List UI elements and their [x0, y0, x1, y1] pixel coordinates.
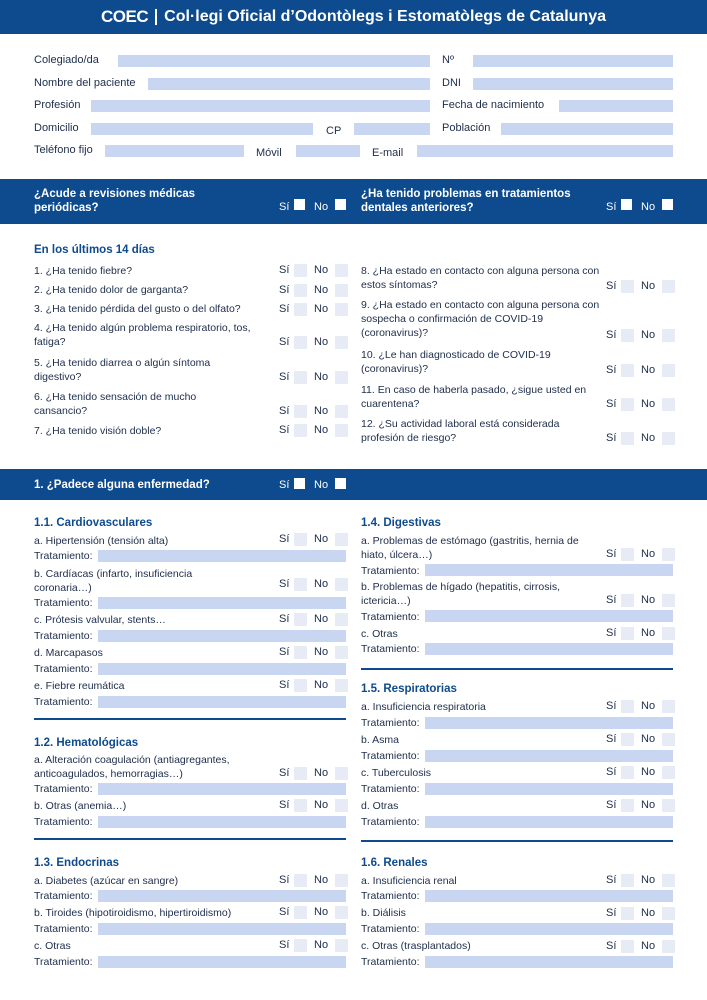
tratamiento-label: Tratamiento: — [34, 956, 93, 968]
yes-checkbox[interactable] — [294, 939, 307, 952]
dni-label: DNI — [442, 77, 461, 89]
no-label: No — [641, 627, 656, 639]
tratamiento-label: Tratamiento: — [34, 597, 93, 609]
no-label: No — [314, 646, 329, 658]
yes-checkbox[interactable] — [294, 906, 307, 919]
covid-question: 1. ¿Ha tenido fiebre? — [34, 265, 133, 277]
yes-label: Sí — [279, 371, 290, 383]
condition-label: a. Insuficiencia respiratoria — [361, 701, 486, 713]
tratamiento-field[interactable] — [425, 610, 673, 622]
yes-label: Sí — [279, 284, 290, 296]
condition-label: a. Diabetes (azúcar en sangre) — [34, 875, 179, 887]
no-checkbox[interactable] — [662, 766, 675, 779]
no-checkbox[interactable] — [335, 405, 348, 418]
email-field[interactable] — [417, 145, 673, 157]
yes-label: Sí — [279, 405, 290, 417]
yes-label: Sí — [279, 679, 290, 691]
no-label: No — [314, 303, 329, 315]
no-checkbox[interactable] — [335, 303, 348, 316]
covid-question: 10. ¿Le han diagnosticado de COVID-19 (coronavirus)? — [361, 349, 551, 375]
condition-label: b. Tiroides (hipotiroidismo, hipertiroidismo) — [34, 907, 232, 919]
yes-label: Sí — [279, 906, 290, 918]
yes-label: Sí — [279, 533, 290, 545]
no-label: No — [641, 594, 656, 606]
no-label: No — [641, 733, 656, 745]
no-label: No — [314, 679, 329, 691]
yes-checkbox[interactable] — [621, 733, 634, 746]
domicilio-field[interactable] — [91, 123, 313, 135]
covid-question: 5. ¿Ha tenido diarrea o algún síntoma digestivo? — [34, 357, 211, 383]
no-checkbox[interactable] — [662, 733, 675, 746]
tratamiento-label: Tratamiento: — [34, 923, 93, 935]
tratamiento-field[interactable] — [425, 816, 673, 828]
no-checkbox[interactable] — [662, 594, 675, 607]
condition-label: a. Insuficiencia renal — [361, 875, 457, 887]
yes-checkbox[interactable] — [294, 799, 307, 812]
condition-label: b. Otras (anemia…) — [34, 800, 127, 812]
tratamiento-label: Tratamiento: — [34, 696, 93, 708]
no-checkbox[interactable] — [335, 578, 348, 591]
tratamiento-label: Tratamiento: — [361, 923, 420, 935]
section-title: 1.4. Digestivas — [361, 517, 441, 529]
condition-label: b. Cardíacas (infarto, insuficiencia coronaria…) — [34, 568, 193, 594]
enfermedad-question: 1. ¿Padece alguna enfermedad? — [34, 479, 210, 491]
yes-label: Sí — [279, 424, 290, 436]
no-checkbox[interactable] — [335, 424, 348, 437]
no-label: No — [641, 364, 656, 376]
yes-checkbox[interactable] — [294, 284, 307, 297]
tratamiento-field[interactable] — [425, 717, 673, 729]
condition-label: a. Problemas de estómago (gastritis, hernia de hiato, úlcera…) — [361, 535, 579, 561]
yes-label: Sí — [606, 627, 617, 639]
covid-question: 3. ¿Ha tenido pérdida del gusto o del olfato? — [34, 303, 241, 315]
no-label: No — [314, 533, 329, 545]
covid-question: 7. ¿Ha tenido visión doble? — [34, 425, 162, 437]
tratamiento-label: Tratamiento: — [34, 550, 93, 562]
tratamiento-field[interactable] — [98, 663, 346, 675]
no-checkbox[interactable] — [335, 264, 348, 277]
condition-label: b. Problemas de hígado (hepatitis, cirrosis, ictericia…) — [361, 581, 561, 607]
nacimiento-field[interactable] — [559, 100, 673, 112]
section-title: 1.1. Cardiovasculares — [34, 517, 153, 529]
enfermedad-yes-checkbox[interactable] — [294, 478, 305, 489]
yes-label: Sí — [279, 874, 290, 886]
yes-checkbox[interactable] — [621, 364, 634, 377]
profesion-field[interactable] — [91, 100, 430, 112]
yes-checkbox[interactable] — [621, 280, 634, 293]
no-checkbox[interactable] — [662, 907, 675, 920]
no-checkbox[interactable] — [662, 432, 675, 445]
no-label: No — [314, 405, 329, 417]
header-title: Col·legi Oficial d’Odontòlegs i Estomatòlegs de Catalunya — [164, 8, 606, 25]
yes-label: Sí — [279, 336, 290, 348]
no-label: No — [314, 336, 329, 348]
no-checkbox[interactable] — [335, 874, 348, 887]
covid-question: 4. ¿Ha tenido algún problema respiratorio, tos, fatiga? — [34, 322, 251, 348]
tratamiento-label: Tratamiento: — [361, 783, 420, 795]
no-checkbox[interactable] — [662, 700, 675, 713]
yes-label: Sí — [606, 940, 617, 952]
tratamiento-field[interactable] — [98, 923, 346, 935]
no-label: No — [641, 907, 656, 919]
no-label: No — [314, 264, 329, 276]
no-checkbox[interactable] — [335, 679, 348, 692]
no-label: No — [314, 284, 329, 296]
yes-checkbox[interactable] — [294, 646, 307, 659]
yes-checkbox[interactable] — [621, 940, 634, 953]
condition-label: d. Otras — [361, 800, 399, 812]
cp-label: CP — [326, 125, 342, 137]
condition-label: c. Otras (trasplantados) — [361, 940, 471, 952]
no-label: No — [641, 432, 656, 444]
yes-checkbox[interactable] — [294, 679, 307, 692]
yes-label: Sí — [606, 398, 617, 410]
no-label: No — [641, 766, 656, 778]
yes-label: Sí — [279, 646, 290, 658]
yes-checkbox[interactable] — [621, 627, 634, 640]
tratamiento-label: Tratamiento: — [34, 816, 93, 828]
tratamiento-field[interactable] — [425, 750, 673, 762]
condition-label: b. Diálisis — [361, 907, 406, 919]
tratamiento-label: Tratamiento: — [361, 717, 420, 729]
yes-checkbox[interactable] — [621, 548, 634, 561]
revisiones-question: ¿Acude a revisiones médicas periódicas? — [34, 188, 196, 214]
yes-label: Sí — [606, 432, 617, 444]
revisiones-yes-checkbox[interactable] — [294, 199, 305, 210]
no-checkbox[interactable] — [662, 280, 675, 293]
yes-label: Sí — [279, 303, 290, 315]
no-checkbox[interactable] — [335, 906, 348, 919]
condition-label: c. Otras — [361, 628, 398, 640]
yes-checkbox[interactable] — [621, 329, 634, 342]
section-divider — [361, 840, 673, 842]
no-checkbox[interactable] — [662, 548, 675, 561]
tratamiento-field[interactable] — [425, 890, 673, 902]
yes-checkbox[interactable] — [294, 264, 307, 277]
yes-label: Sí — [606, 733, 617, 745]
condition-label: e. Fiebre reumática — [34, 680, 125, 692]
covid-question: 6. ¿Ha tenido sensación de mucho cansancio? — [34, 391, 197, 417]
colegiado-field[interactable] — [118, 55, 430, 67]
header-bar — [0, 0, 707, 34]
tratamiento-label: Tratamiento: — [361, 956, 420, 968]
yes-checkbox[interactable] — [621, 766, 634, 779]
yes-checkbox[interactable] — [621, 799, 634, 812]
yes-label: Sí — [279, 767, 290, 779]
poblacion-field[interactable] — [501, 123, 673, 135]
no-label: No — [641, 398, 656, 410]
no-label: No — [641, 548, 656, 560]
tratamiento-field[interactable] — [98, 783, 346, 795]
no-label: No — [641, 201, 656, 213]
poblacion-label: Población — [442, 122, 491, 134]
no-label: No — [314, 479, 329, 491]
yes-label: Sí — [606, 548, 617, 560]
covid-question: 8. ¿Ha estado en contacto con alguna persona con estos síntomas? — [361, 265, 600, 291]
profesion-label: Profesión — [34, 99, 81, 111]
yes-checkbox[interactable] — [294, 424, 307, 437]
tratamiento-label: Tratamiento: — [361, 890, 420, 902]
yes-label: Sí — [606, 201, 617, 213]
no-checkbox[interactable] — [662, 627, 675, 640]
yes-checkbox[interactable] — [621, 594, 634, 607]
domicilio-label: Domicilio — [34, 122, 79, 134]
section-divider — [34, 718, 346, 720]
tratamiento-label: Tratamiento: — [361, 565, 420, 577]
condition-label: b. Asma — [361, 734, 399, 746]
movil-field[interactable] — [296, 145, 360, 157]
yes-label: Sí — [606, 700, 617, 712]
yes-label: Sí — [606, 907, 617, 919]
yes-label: Sí — [606, 799, 617, 811]
no-label: No — [641, 874, 656, 886]
no-label: No — [641, 700, 656, 712]
section-divider — [34, 838, 346, 840]
no-label: No — [314, 906, 329, 918]
email-label: E-mail — [372, 147, 404, 159]
tratamiento-label: Tratamiento: — [361, 611, 420, 623]
tratamiento-field[interactable] — [425, 564, 673, 576]
tratamiento-field[interactable] — [98, 696, 346, 708]
no-label: No — [641, 329, 656, 341]
section-title: 1.2. Hematológicas — [34, 737, 139, 749]
yes-checkbox[interactable] — [621, 398, 634, 411]
yes-checkbox[interactable] — [294, 405, 307, 418]
yes-label: Sí — [279, 799, 290, 811]
yes-checkbox[interactable] — [294, 874, 307, 887]
condition-label: a. Alteración coagulación (antiagregantes, anticoagulados, hemorragias…) — [34, 754, 230, 780]
yes-label: Sí — [279, 479, 290, 491]
covid-question: 12. ¿Su actividad laboral está considerada profesión de riesgo? — [361, 418, 560, 444]
nacimiento-label: Fecha de nacimiento — [442, 99, 545, 111]
condition-label: c. Tuberculosis — [361, 767, 432, 779]
telefono-field[interactable] — [105, 145, 244, 157]
no-checkbox[interactable] — [335, 646, 348, 659]
yes-label: Sí — [606, 364, 617, 376]
dni-field[interactable] — [473, 78, 673, 90]
yes-checkbox[interactable] — [621, 432, 634, 445]
no-checkbox[interactable] — [662, 940, 675, 953]
yes-label: Sí — [606, 329, 617, 341]
covid-question: 9. ¿Ha estado en contacto con alguna persona con sospecha o confirmación de COVID-19 (coronavirus)? — [361, 299, 600, 339]
no-checkbox[interactable] — [335, 799, 348, 812]
yes-label: Sí — [279, 939, 290, 951]
no-checkbox[interactable] — [335, 533, 348, 546]
tratamiento-field[interactable] — [425, 923, 673, 935]
no-label: No — [314, 613, 329, 625]
enfermedad-no-checkbox[interactable] — [335, 478, 346, 489]
yes-label: Sí — [279, 578, 290, 590]
tratamientos-question: ¿Ha tenido problemas en tratamientos dentales anteriores? — [361, 188, 571, 214]
tratamiento-field[interactable] — [425, 956, 673, 968]
yes-label: Sí — [279, 201, 290, 213]
tratamiento-field[interactable] — [425, 643, 673, 655]
yes-checkbox[interactable] — [621, 907, 634, 920]
no-checkbox[interactable] — [662, 398, 675, 411]
section-title: 1.3. Endocrinas — [34, 857, 120, 869]
no-checkbox[interactable] — [662, 874, 675, 887]
no-label: No — [314, 939, 329, 951]
section-title: 1.6. Renales — [361, 857, 428, 869]
yes-checkbox[interactable] — [294, 371, 307, 384]
section-divider — [361, 668, 673, 670]
no-label: No — [314, 799, 329, 811]
telefono-label: Teléfono fijo — [34, 144, 93, 156]
section-title: 1.5. Respiratorias — [361, 683, 457, 695]
no-label: No — [641, 280, 656, 292]
no-checkbox[interactable] — [335, 284, 348, 297]
yes-checkbox[interactable] — [621, 700, 634, 713]
covid-question: 2. ¿Ha tenido dolor de garganta? — [34, 284, 189, 296]
paciente-field[interactable] — [148, 78, 430, 90]
tratamiento-field[interactable] — [98, 816, 346, 828]
yes-label: Sí — [606, 766, 617, 778]
condition-label: c. Prótesis valvular, stents… — [34, 614, 166, 626]
tratamiento-field[interactable] — [98, 597, 346, 609]
tratamiento-field[interactable] — [98, 550, 346, 562]
no-label: No — [314, 201, 329, 213]
header-divider — [155, 9, 157, 25]
condition-label: c. Otras — [34, 940, 71, 952]
condition-label: d. Marcapasos — [34, 647, 103, 659]
no-checkbox[interactable] — [335, 939, 348, 952]
no-label: No — [641, 940, 656, 952]
no-label: No — [641, 799, 656, 811]
yes-label: Sí — [606, 280, 617, 292]
yes-checkbox[interactable] — [621, 874, 634, 887]
tratamiento-label: Tratamiento: — [361, 816, 420, 828]
numero-label: Nº — [442, 54, 454, 66]
no-checkbox[interactable] — [662, 364, 675, 377]
tratamiento-label: Tratamiento: — [34, 890, 93, 902]
covid-title: En los últimos 14 días — [34, 244, 155, 256]
condition-label: a. Hipertensión (tensión alta) — [34, 535, 169, 547]
tratamiento-field[interactable] — [98, 890, 346, 902]
tratamiento-label: Tratamiento: — [361, 750, 420, 762]
yes-label: Sí — [606, 594, 617, 606]
no-label: No — [314, 578, 329, 590]
no-checkbox[interactable] — [335, 371, 348, 384]
no-label: No — [314, 767, 329, 779]
numero-field[interactable] — [473, 55, 673, 67]
yes-checkbox[interactable] — [294, 336, 307, 349]
tratamiento-label: Tratamiento: — [34, 783, 93, 795]
tratamiento-label: Tratamiento: — [34, 630, 93, 642]
no-checkbox[interactable] — [335, 336, 348, 349]
movil-label: Móvil — [256, 147, 282, 159]
yes-checkbox[interactable] — [294, 578, 307, 591]
paciente-label: Nombre del paciente — [34, 77, 136, 89]
no-checkbox[interactable] — [335, 767, 348, 780]
tratamiento-field[interactable] — [425, 783, 673, 795]
yes-label: Sí — [279, 613, 290, 625]
yes-checkbox[interactable] — [294, 303, 307, 316]
yes-checkbox[interactable] — [294, 613, 307, 626]
tratamiento-field[interactable] — [98, 956, 346, 968]
yes-checkbox[interactable] — [294, 533, 307, 546]
no-checkbox[interactable] — [335, 613, 348, 626]
tratamientos-yes-checkbox[interactable] — [621, 199, 632, 210]
tratamiento-label: Tratamiento: — [361, 643, 420, 655]
cp-field[interactable] — [354, 123, 430, 135]
colegiado-label: Colegiado/da — [34, 54, 99, 66]
coec-logo: COEC — [101, 7, 149, 26]
yes-checkbox[interactable] — [294, 767, 307, 780]
revisiones-band — [0, 179, 707, 224]
tratamiento-label: Tratamiento: — [34, 663, 93, 675]
no-checkbox[interactable] — [662, 799, 675, 812]
no-label: No — [314, 424, 329, 436]
tratamiento-field[interactable] — [98, 630, 346, 642]
no-checkbox[interactable] — [662, 329, 675, 342]
covid-question: 11. En caso de haberla pasado, ¿sigue usted en cuarentena? — [361, 384, 587, 410]
yes-label: Sí — [606, 874, 617, 886]
no-label: No — [314, 874, 329, 886]
enfermedad-band — [0, 469, 707, 500]
revisiones-no-checkbox[interactable] — [335, 199, 346, 210]
yes-label: Sí — [279, 264, 290, 276]
no-label: No — [314, 371, 329, 383]
tratamientos-no-checkbox[interactable] — [662, 199, 673, 210]
